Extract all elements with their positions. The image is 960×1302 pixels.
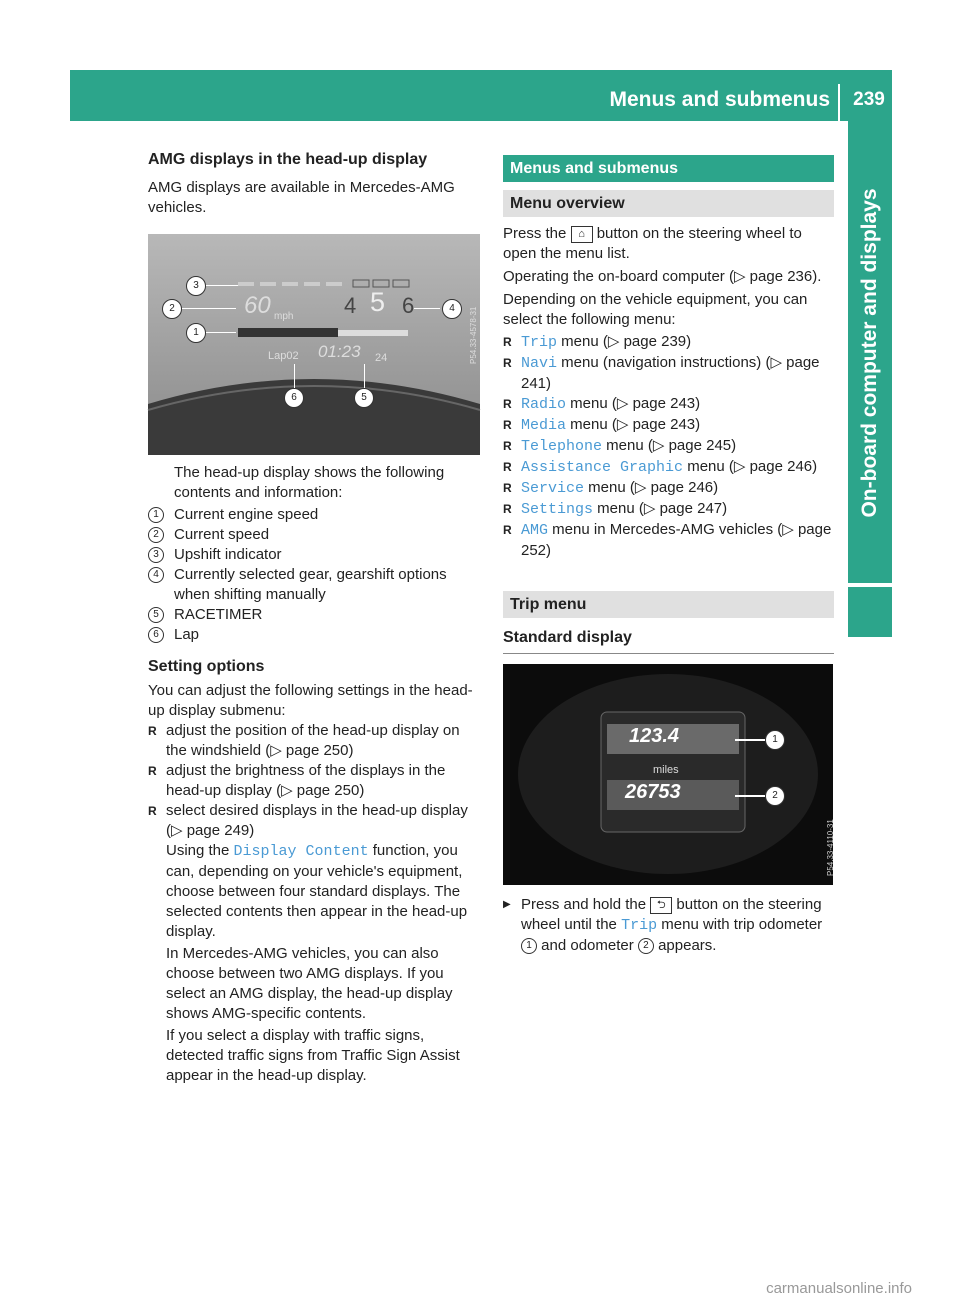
menu-item-trip: R Trip menu (▷ page 239) [503, 332, 834, 353]
hud-speed-unit: mph [274, 311, 294, 322]
legend-item: 2 Current speed [148, 525, 484, 545]
menu-item-assistance: R Assistance Graphic menu (▷ page 246) [503, 457, 834, 478]
hud-callout-3: 3 [186, 276, 206, 296]
left-column [148, 150, 484, 1086]
hud-gear-low: 4 [344, 293, 357, 318]
legend-item: 4 Currently selected gear, gearshift options when shifting manually [148, 565, 484, 605]
page-number: 239 [853, 89, 885, 110]
back-icon: ⮌ [650, 897, 672, 914]
menu-item-service: R Service menu (▷ page 246) [503, 478, 834, 499]
trip-callout-1: 1 [765, 730, 785, 750]
legend-list [148, 505, 484, 645]
watermark: carmanualsonline.info [766, 1280, 912, 1297]
setting-options-intro: You can adjust the following settings in the head-up display submenu: [148, 682, 473, 719]
press-home-text: Press the ⌂ button on the steering wheel to open the menu list. [503, 225, 802, 262]
header-bar [70, 70, 892, 121]
trip-odometer-value: 123.4 [629, 725, 680, 747]
callout-lines [148, 234, 480, 455]
hud-figure [148, 234, 480, 455]
hud-callout-5: 5 [354, 388, 374, 408]
display-content-text: Using the Display Content function, you can, depending on your vehicle's equipment, choose between four standard displays. The selected contents then appear in the head-up display. [166, 842, 468, 940]
header-separator [838, 84, 840, 121]
traffic-signs-text: If you select a display with traffic signs, detected traffic signs from Traffic Sign Assist appear in the head-up display. [166, 1027, 460, 1084]
subsection-bar-overview: Menu overview [503, 190, 834, 217]
legend-item: 3 Upshift indicator [148, 545, 484, 565]
trip-callout-2: 2 [765, 786, 785, 806]
trip-unit: miles [653, 764, 679, 776]
amg-displays-text: In Mercedes-AMG vehicles, you can also choose between two AMG displays. If you select an AMG display, the head-up display shows AMG-specific contents. [166, 945, 453, 1022]
hud-callout-1: 1 [186, 323, 206, 343]
setting-options-heading: Setting options [148, 658, 265, 675]
hud-callout-2: 2 [162, 299, 182, 319]
hud-gear-high: 6 [402, 293, 415, 318]
menu-item-settings: R Settings menu (▷ page 247) [503, 499, 834, 520]
menu-item-media: R Media menu (▷ page 243) [503, 415, 834, 436]
press-hold-step: ▶ Press and hold the ⮌ button on the steering wheel until the Trip menu with trip odometer 1 and odometer 2 appears. [503, 895, 834, 956]
header-title: Menus and submenus [609, 88, 830, 111]
side-tab-label: On-board computer and displays [858, 188, 881, 518]
right-column [503, 155, 834, 956]
hud-image-code: P54.33-4578-31 [469, 306, 478, 364]
hud-gear-current: 5 [370, 287, 386, 317]
menu-item-radio: R Radio menu (▷ page 243) [503, 394, 834, 415]
hud-lap: Lap02 [268, 350, 299, 362]
bullet-item: R adjust the position of the head-up display on the windshield (▷ page 250) [148, 721, 484, 761]
intro-text: AMG displays are available in Mercedes-AMG vehicles. [148, 179, 455, 216]
home-icon: ⌂ [571, 226, 593, 243]
figure-caption: The head-up display shows the following contents and information: [174, 464, 445, 501]
depending-text: Depending on the vehicle equipment, you can select the following menu: [503, 291, 808, 328]
side-tab-marker [848, 587, 892, 637]
hud-speed: 60 [244, 292, 271, 319]
bullet-item: R select desired displays in the head-up display (▷ page 249) [148, 801, 484, 841]
standard-display-heading: Standard display [503, 628, 834, 654]
hud-racetimer: 01:23 [318, 342, 361, 361]
section-bar-menus: Menus and submenus [503, 155, 834, 182]
hud-callout-4: 4 [442, 299, 462, 319]
menu-item-telephone: R Telephone menu (▷ page 245) [503, 436, 834, 457]
menu-item-navi: R Navi menu (navigation instructions) (▷ page 241) [503, 353, 834, 394]
subsection-bar-trip: Trip menu [503, 591, 834, 618]
menu-item-amg: R AMG menu in Mercedes-AMG vehicles (▷ page 252) [503, 520, 834, 561]
legend-item: 5 RACETIMER [148, 605, 484, 625]
trip-keyword: Trip [621, 917, 658, 934]
legend-item: 6 Lap [148, 625, 484, 645]
menu-list [503, 332, 834, 561]
trip-figure [503, 664, 833, 885]
legend-item: 1 Current engine speed [148, 505, 484, 525]
display-content-keyword: Display Content [233, 843, 369, 860]
trip-image-code: P54.33-4110-31 [826, 819, 835, 876]
operating-text: Operating the on-board computer (▷ page 236). [503, 268, 822, 285]
odometer-value: 26753 [625, 781, 681, 803]
hud-callout-6: 6 [284, 388, 304, 408]
side-tab [848, 121, 892, 583]
hud-racetimer-small: 24 [375, 352, 388, 364]
section-heading-amg: AMG displays in the head-up display [148, 151, 428, 168]
bullet-item: R adjust the brightness of the displays in the head-up display (▷ page 250) [148, 761, 484, 801]
